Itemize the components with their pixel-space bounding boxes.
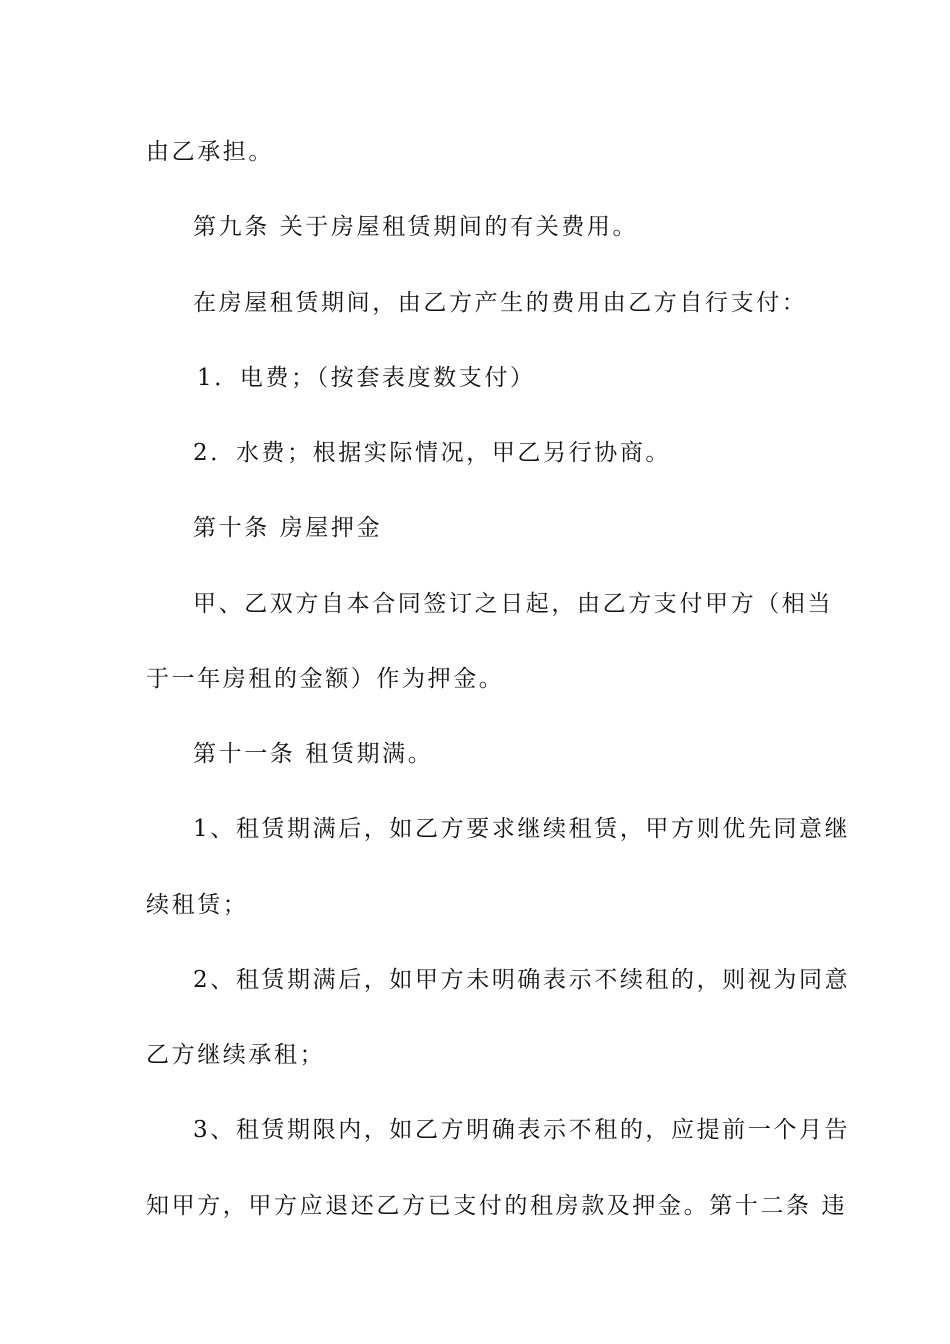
list-item: 3、租赁期限内，如乙方明确表示不租的，应提前一个月告 [193,1117,851,1143]
list-item: 1、租赁期满后，如乙方要求继续租赁，甲方则优先同意继 [193,816,851,842]
article-heading: 第十条 房屋押金 [193,515,383,541]
text-line: 续租赁； [146,892,249,918]
article-heading: 第十一条 租赁期满。 [193,741,434,767]
text-line: 由乙承担。 [146,139,274,165]
list-item: 1．电费；（按套表度数支付） [197,365,536,391]
text-line: 知甲方，甲方应退还乙方已支付的租房款及押金。第十二条 违 [146,1193,848,1219]
text-line: 甲、乙双方自本合同签订之日起，由乙方支付甲方（相当 [193,591,833,617]
text-line: 乙方继续承租； [146,1042,326,1068]
text-line: 于一年房租的金额）作为押金。 [146,666,505,692]
article-heading: 第九条 关于房屋租赁期间的有关费用。 [193,214,639,240]
text-line: 在房屋租赁期间，由乙方产生的费用由乙方自行支付： [193,290,808,316]
list-item: 2、租赁期满后，如甲方未明确表示不续租的，则视为同意 [193,967,851,993]
list-item: 2．水费；根据实际情况，甲乙另行协商。 [193,440,672,466]
